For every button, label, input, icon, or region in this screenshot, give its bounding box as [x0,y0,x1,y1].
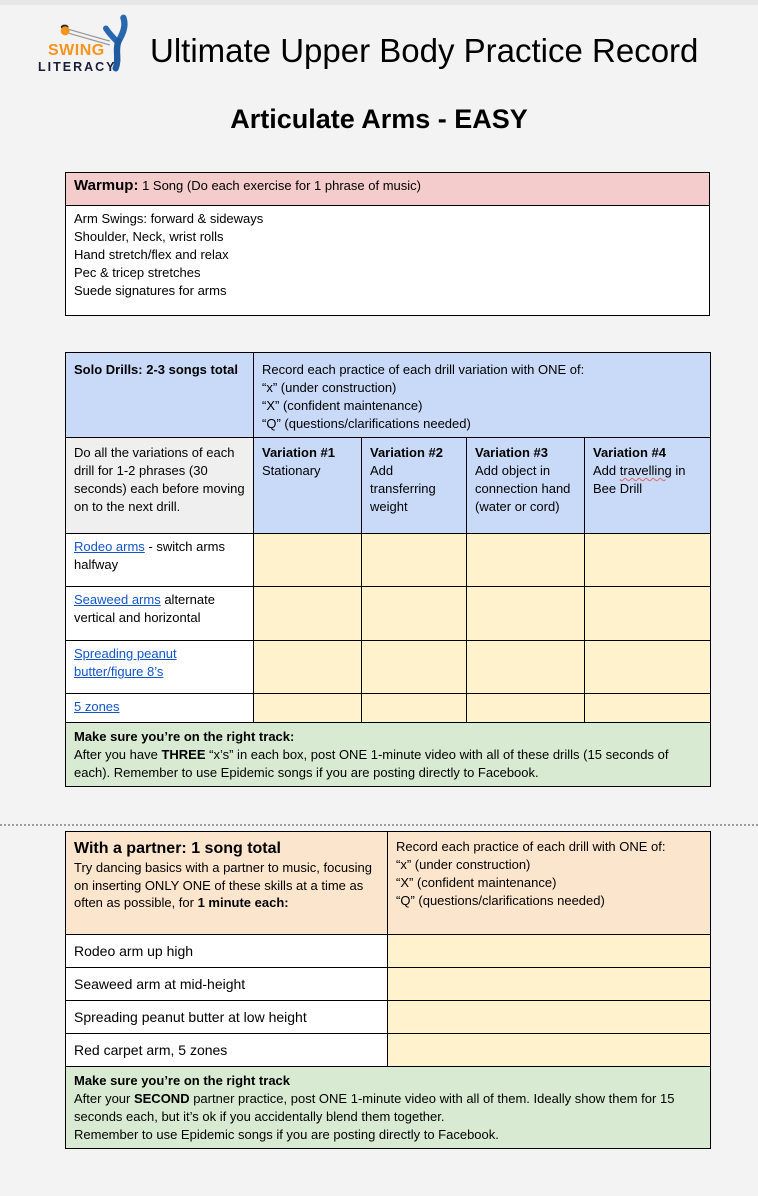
record-cell[interactable] [362,534,467,587]
page-top-edge [0,0,758,5]
drill-label-seaweed-arms: Seaweed arms alternate vertical and horizontal [66,587,254,641]
record-cell[interactable] [388,935,711,968]
record-cell[interactable] [585,694,711,723]
record-cell[interactable] [467,694,585,723]
record-cell[interactable] [467,587,585,641]
swing-literacy-logo [36,13,138,75]
variation-1-header: Variation #1 Stationary [254,438,362,534]
page-break-divider [0,824,758,826]
record-legend-intro: Record each practice of each drill variation with ONE of: [262,362,585,377]
rodeo-arms-link[interactable]: Rodeo arms [74,539,145,554]
seaweed-arms-link[interactable]: Seaweed arms [74,592,161,607]
record-cell[interactable] [467,534,585,587]
table-row [66,587,711,641]
variation-2-header: Variation #2 Add transferring weight [362,438,467,534]
warmup-exercise: Pec & tricep stretches [74,265,201,280]
record-cell[interactable] [585,587,711,641]
partner-header-cell: With a partner: 1 song total Try dancing basics with a partner to music, focusing on inserting ONLY ONE of these skills at a time as often as possible, for 1 minute each: [66,832,388,935]
record-cell[interactable] [388,1034,711,1067]
record-cell[interactable] [254,587,362,641]
logo-literacy-text: LITERACY [38,60,117,74]
warmup-exercise: Shoulder, Neck, wrist rolls [74,229,224,244]
partner-table [65,831,711,1149]
partner-record-legend [388,832,711,935]
partner-footer-note: Make sure you’re on the right track After your SECOND partner practice, post ONE 1-minute video with all of them. Ideally show them for 15 seconds each, but it’s ok if you accidentally blend them together. Remember to use Epidemic songs if you are posting directly to Facebook. [66,1067,711,1149]
record-cell[interactable] [362,694,467,723]
record-legend-option: “Q” (questions/clarifications needed) [262,416,471,431]
table-row [66,1034,711,1067]
table-row [66,641,711,694]
variation-4-header: Variation #4 Add travelling in Bee Drill [585,438,711,534]
record-cell[interactable] [254,534,362,587]
drill-label-rodeo-arms: Rodeo arms - switch arms halfway [66,534,254,587]
table-row [66,968,711,1001]
table-row [66,1001,711,1034]
warmup-exercise: Hand stretch/flex and relax [74,247,229,262]
variation-3-header: Variation #3 Add object in connection hand (water or cord) [467,438,585,534]
record-cell[interactable] [585,534,711,587]
record-cell[interactable] [585,641,711,694]
solo-drills-heading: Solo Drills: 2-3 songs total [66,353,254,438]
record-cell[interactable] [254,694,362,723]
record-cell[interactable] [362,641,467,694]
partner-drill-label: Red carpet arm, 5 zones [66,1034,388,1067]
partner-drill-label: Spreading peanut butter at low height [66,1001,388,1034]
logo-swing-text: SWING [48,42,105,59]
warmup-header-cell [66,173,710,206]
drill-label-spreading-peanut-butter [66,641,254,694]
warmup-table [65,172,710,316]
record-cell[interactable] [388,1001,711,1034]
record-legend-option: “Q” (questions/clarifications needed) [396,893,605,908]
warmup-heading: Warmup: [74,177,139,194]
misspelled-word: travelling [619,463,672,478]
document-header [36,14,698,74]
warmup-exercise: Arm Swings: forward & sideways [74,211,264,226]
record-legend-option: “x” (under construction) [262,380,397,395]
record-cell[interactable] [362,587,467,641]
drill-label-5-zones [66,694,254,723]
record-cell[interactable] [388,968,711,1001]
partner-drill-label: Seaweed arm at mid-height [66,968,388,1001]
warmup-exercise-list [66,206,710,316]
solo-footer-note: Make sure you’re on the right track: After you have THREE “x’s” in each box, post ONE 1-minute video with all of these drills (15 seconds of each). Remember to use Epidemic songs if you are posting directly to Facebook. [66,723,711,787]
warmup-exercise: Suede signatures for arms [74,283,227,298]
page-title: Ultimate Upper Body Practice Record [150,32,699,69]
record-legend-option: “x” (under construction) [396,857,531,872]
solo-drills-table [65,352,711,787]
five-zones-link[interactable]: 5 zones [74,699,120,714]
partner-drill-label: Rodeo arm up high [66,935,388,968]
page-subtitle: Articulate Arms - EASY [230,104,528,134]
table-row [66,935,711,968]
warmup-heading-detail: 1 Song (Do each exercise for 1 phrase of music) [138,178,421,193]
solo-instructions: Do all the variations of each drill for 1-2 phrases (30 seconds) each before moving on to the next drill. [66,438,254,534]
record-legend-option: “X” (confident maintenance) [396,875,557,890]
record-cell[interactable] [467,641,585,694]
record-legend-option: “X” (confident maintenance) [262,398,423,413]
record-cell[interactable] [254,641,362,694]
table-row [66,694,711,723]
solo-record-legend [254,353,711,438]
spreading-peanut-butter-link[interactable]: Spreading peanut butter/figure 8’s [74,646,177,679]
table-row [66,534,711,587]
record-legend-intro: Record each practice of each drill with ONE of: [396,839,666,854]
partner-heading: With a partner: 1 song total [74,840,281,857]
